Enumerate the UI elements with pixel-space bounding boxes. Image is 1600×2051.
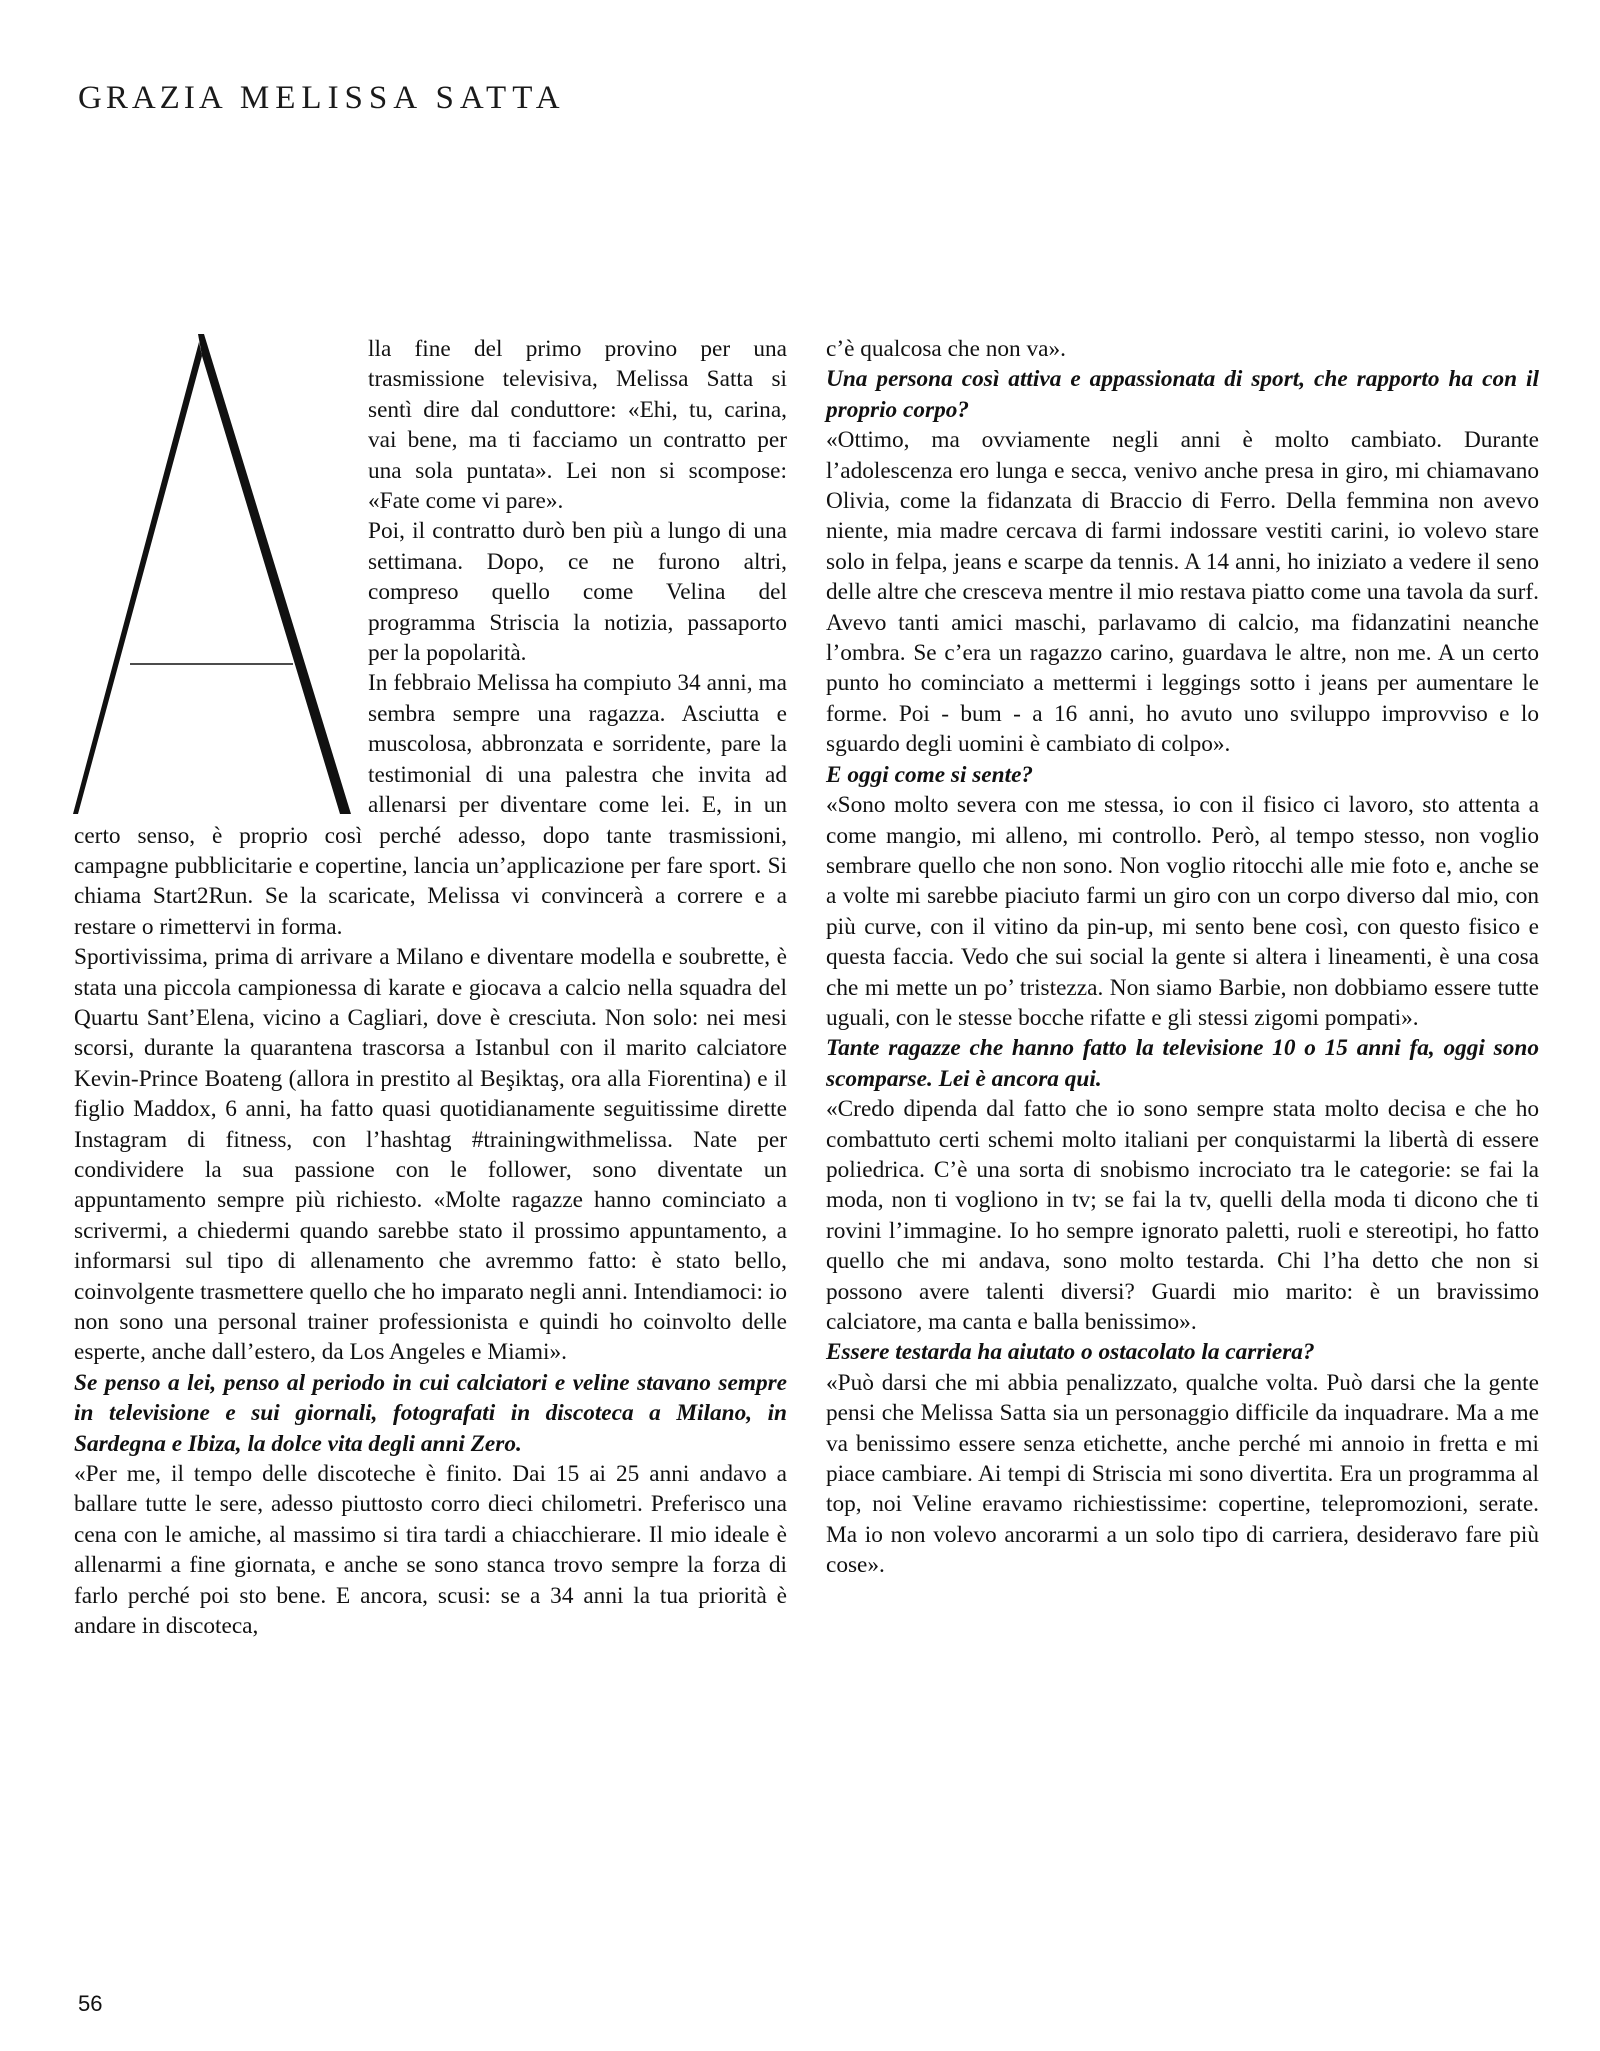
interview-question: Se penso a lei, penso al periodo in cui calciatori e veline stavano sempre in televisione e sui giornali, fotografati in discoteca a Milano, in Sardegna e Ibiza, la dolce vita degli anni Zero. xyxy=(74,1369,787,1457)
interview-question: Una persona così attiva e appassionata di sport, che rapporto ha con il proprio corpo? xyxy=(826,366,1539,423)
article-subject: MELISSA SATTA xyxy=(239,80,566,116)
page-number: 56 xyxy=(78,1991,103,2016)
drop-cap xyxy=(68,334,360,814)
article-column-left xyxy=(74,334,787,1641)
body-paragraph: Sportivissima, prima di arrivare a Milano e diventare modella e soubrette, è stata una piccola campionessa di karate e giocava a calcio nella squadra del Quartu Sant’Elena, vicino a Cagliari, dove è cresciuta. Non solo: nei mesi scorsi, durante la quarantena trascorsa a Istanbul con il marito calciatore Kevin-Prince Boateng (allora in prestito al Beşiktaş, ora alla Fiorentina) e il figlio Maddox, 6 anni, ha fatto quasi quotidianamente seguitissime dirette Instagram di fitness, con l’hashtag #trainingwithmelissa. Nate per condividere la sua passione con le follower, sono diventate un appuntamento sempre più richiesto. «Molte ragazze hanno cominciato a scrivermi, a chiedermi quando sarebbe stato il prossimo appuntamento, a informarsi sul tipo di allenamento che avremmo fatto: è stato bello, coinvolgente trasmettere quello che ho imparato negli anni. Intendiamoci: io non sono una personal trainer professionista e quindi ho coinvolto delle esperte, anche dall’estero, da Los Angeles e Miami». xyxy=(74,944,787,1366)
interview-question: Essere testarda ha aiutato o ostacolato la carriera? xyxy=(826,1339,1315,1366)
body-paragraph: In febbraio Melissa ha compiuto 34 anni, ma sembra sempre una ragazza. Asciutta e muscolosa, abbronzata e sorridente, pare la testimonial di una palestra che invita ad allenarsi per diventare come lei. E, in un certo senso, è proprio così perché adesso, dopo tante trasmissioni, campagne pubblicitarie e copertine, lancia un’applicazione per fare sport. Si chiama Start2Run. Se la scaricate, Melissa vi convincerà a correre e a restare o rimettervi in forma. xyxy=(74,670,787,940)
body-paragraph: «Sono molto severa con me stessa, io con il fisico ci lavoro, sto attenta a come mangio, mi alleno, mi controllo. Però, al tempo stesso, non voglio sembrare quello che non sono. Non voglio ritocchi alle mie foto e, anche se a volte mi sarebbe piaciuto farmi un giro con un corpo diverso dal mio, con più curve, con il vitino da pin-up, mi sento bene così, con questo fisico e questa faccia. Vedo che sui social la gente si altera i lineamenti, è una cosa che mi mette un po’ tristezza. Non siamo Barbie, non dobbiamo essere tutte uguali, con le stesse bocche rifatte e gli stessi zigomi pompati». xyxy=(826,792,1539,1031)
body-paragraph: «Ottimo, ma ovviamente negli anni è molto cambiato. Durante l’adolescenza ero lunga e secca, venivo anche presa in giro, mi chiamavano Olivia, come la fidanzata di Braccio di Ferro. Della femmina non avevo niente, mia madre cercava di farmi indossare vestiti carini, io volevo stare solo in felpa, jeans e scarpe da tennis. A 14 anni, ho iniziato a vedere il seno delle altre che cresceva mentre il mio restava piatto come una tavola da surf. Avevo tanti amici maschi, parlavamo di calcio, ma fidanzatini neanche l’ombra. Se c’era un ragazzo carino, guardava le altre, non me. A un certo punto ho cominciato a mettermi i leggings sotto i jeans per aumentare le forme. Poi - bum - a 16 anni, ho avuto uno sviluppo improvviso e lo sguardo degli uomini è cambiato di colpo». xyxy=(826,427,1539,758)
running-header xyxy=(78,80,566,117)
body-paragraph: «Può darsi che mi abbia penalizzato, qualche volta. Può darsi che la gente pensi che Melissa Satta sia un personaggio difficile da inquadrare. Ma a me va benissimo essere senza etichette, anche perché mi annoio in fretta e mi piace cambiare. Ai tempi di Striscia mi sono divertita. Era un programma al top, noi Veline eravamo richiestissime: copertine, telepromozioni, serate. Ma io non volevo ancorarmi a un solo tipo di carriera, desideravo fare più cose». xyxy=(826,1369,1539,1579)
magazine-brand: GRAZIA xyxy=(78,80,227,116)
body-paragraph: lla fine del primo provino per una trasmissione televisiva, Melissa Satta si sentì dire dal conduttore: «Ehi, tu, carina, vai bene, ma ti facciamo un contratto per una sola puntata». Lei non si scompose: «Fate come vi pare». xyxy=(368,336,787,515)
interview-question: E oggi come si sente? xyxy=(826,761,1034,788)
drop-cap-letter xyxy=(68,334,360,814)
body-paragraph: c’è qualcosa che non va». xyxy=(826,336,1066,362)
body-paragraph: «Credo dipenda dal fatto che io sono sempre stata molto decisa e che ho combattuto certi schemi molto italiani per conquistarmi la libertà di essere poliedrica. C’è una sorta di snobismo incrociato tra le categorie: se fai la moda, non ti vogliono in tv; se fai la tv, quelli della moda ti dicono che ti rovini l’immagine. Io ho sempre ignorato paletti, ruoli e stereotipi, ho fatto quello che mi andava, sono molto testarda. Chi l’ha detto che non si possono avere talenti diversi? Guardi mio marito: è un bravissimo calciatore, ma canta e balla benissimo». xyxy=(826,1096,1539,1335)
body-paragraph: Poi, il contratto durò ben più a lungo di una settimana. Dopo, ce ne furono altri, compreso quello come Velina del programma Striscia la notizia, passaporto per la popolarità. xyxy=(368,518,787,667)
article-column-right xyxy=(826,334,1539,1581)
body-paragraph: «Per me, il tempo delle discoteche è finito. Dai 15 ai 25 anni andavo a ballare tutte le sere, adesso piuttosto corro dieci chilometri. Preferisco una cena con le amiche, al massimo si tira tardi a chiacchierare. Il mio ideale è allenarmi a fine giornata, e anche se sono stanca trovo sempre la forza di farlo perché poi sto bene. E ancora, scusi: se a 34 anni la tua priorità è andare in discoteca, xyxy=(74,1461,787,1640)
interview-question: Tante ragazze che hanno fatto la televisione 10 o 15 anni fa, oggi sono scomparse. Lei è ancora qui. xyxy=(826,1035,1539,1092)
